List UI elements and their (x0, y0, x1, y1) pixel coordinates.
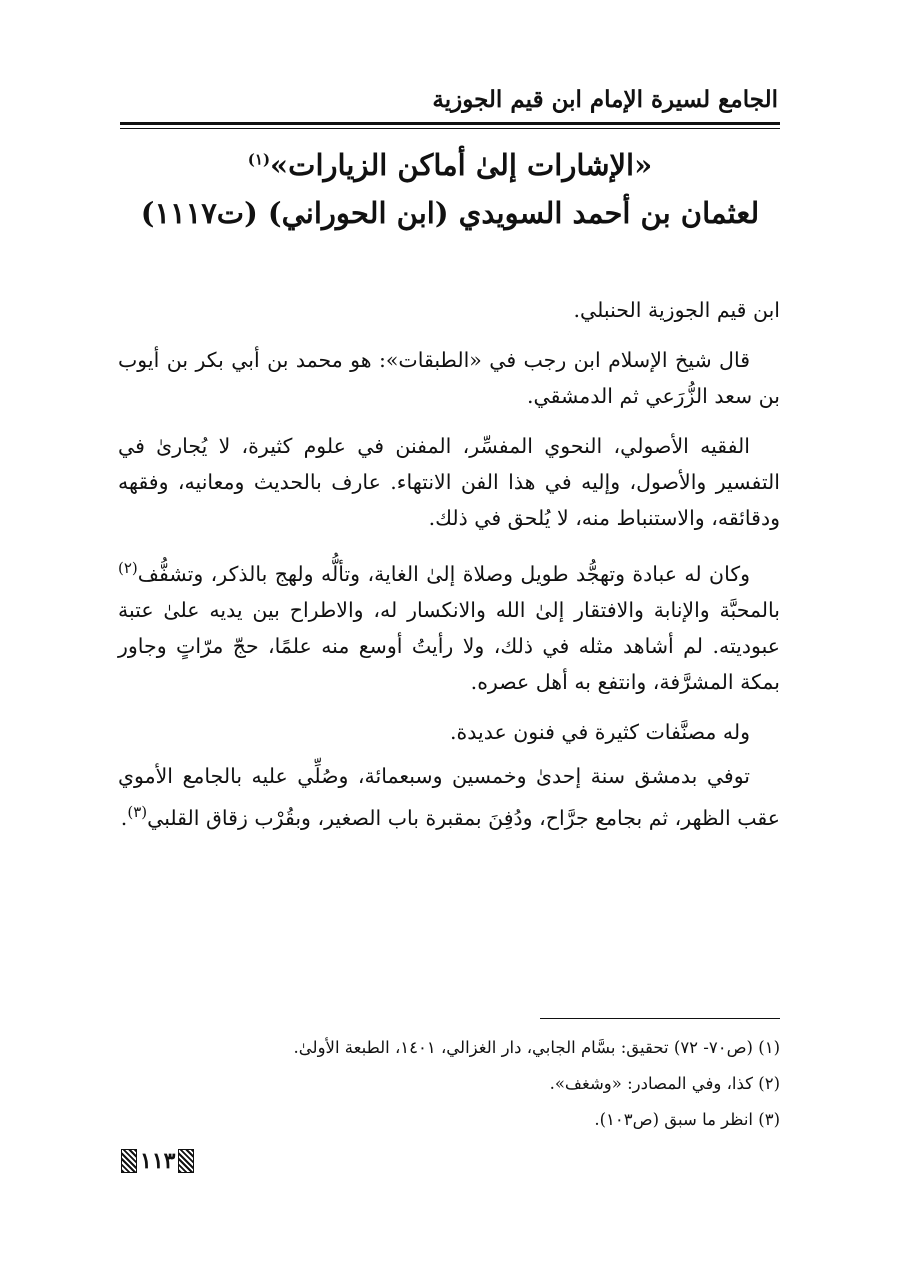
section-subtitle: لعثمان بن أحمد السويدي (ابن الحوراني) (ت١١١٧) (140, 196, 760, 230)
section-title-text: «الإشارات إلىٰ أماكن الزيارات» (270, 148, 653, 182)
section-title (120, 148, 780, 182)
footnote-ref-1: (١) (247, 150, 271, 169)
running-head: الجامع لسيرة الإمام ابن قيم الجوزية (432, 86, 778, 113)
paragraph-4 (118, 550, 780, 700)
paragraph-2: قال شيخ الإسلام ابن رجب في «الطبقات»: هو محمد بن أبي بكر بن أيوب بن سعد الزُّرَعي ثم الدمشقي. (118, 348, 780, 408)
footnote-3: (٣) انظر ما سبق (ص١٠٣). (594, 1110, 780, 1129)
paragraph-6 (118, 758, 780, 836)
body-text (118, 292, 780, 850)
footnote-1: (١) (ص٧٠- ٧٢) تحقيق: بسَّام الجابي، دار الغزالي، ١٤٠١، الطبعة الأولىٰ. (293, 1038, 780, 1057)
paragraph-4-part-b: بالمحبَّة والإنابة والافتقار إلىٰ الله والانكسار له، والاطراح بين يديه علىٰ عتبة عبوديته. لم أشاهد مثله في ذلك، ولا رأيتُ أوسع منه علمًا، حجّ مرّاتٍ وجاور بمكة المشرَّفة، وانتفع به أهل عصره. (118, 597, 780, 694)
footnote-ref-2: (٢) (118, 559, 138, 577)
footnote-separator (540, 1018, 780, 1019)
ornament-left-icon (121, 1149, 137, 1173)
ornament-right-icon (178, 1149, 194, 1173)
paragraph-4-part-a: وكان له عبادة وتهجُّد طويل وصلاة إلىٰ الغاية، وتألُّه ولهج بالذكر، وتشفُّف (137, 561, 750, 586)
footnote-2: (٢) كذا، وفي المصادر: «وشغف». (549, 1074, 780, 1093)
header-rule-thin (120, 128, 780, 129)
footnotes (118, 1030, 780, 1138)
page-number: ١١٣ (140, 1148, 176, 1174)
paragraph-5: وله مصنَّفات كثيرة في فنون عديدة. (450, 719, 750, 744)
header-rule-thick (120, 122, 780, 125)
paragraph-3: الفقيه الأصولي، النحوي المفسِّر، المفنن في علوم كثيرة، لا يُجارىٰ في التفسير والأصول، وإليه في هذا الفن الانتهاء. عارف بالحديث ومعانيه، وفقهه ودقائقه، والاستنباط منه، لا يُلحق في ذلك. (118, 434, 780, 530)
paragraph-6-part-a: توفي بدمشق سنة إحدىٰ وخمسين وسبعمائة، وصُلِّي عليه بالجامع الأموي عقب الظهر، ثم بجامع جرَّاح، ودُفِنَ بمقبرة باب الصغير، وبقُرْب زقاق القلبي (118, 763, 780, 830)
footnote-ref-3: (٣) (127, 802, 148, 821)
paragraph-6-part-b: . (120, 805, 128, 830)
paragraph-1: ابن قيم الجوزية الحنبلي. (573, 298, 780, 322)
page-number-block (118, 1146, 197, 1176)
